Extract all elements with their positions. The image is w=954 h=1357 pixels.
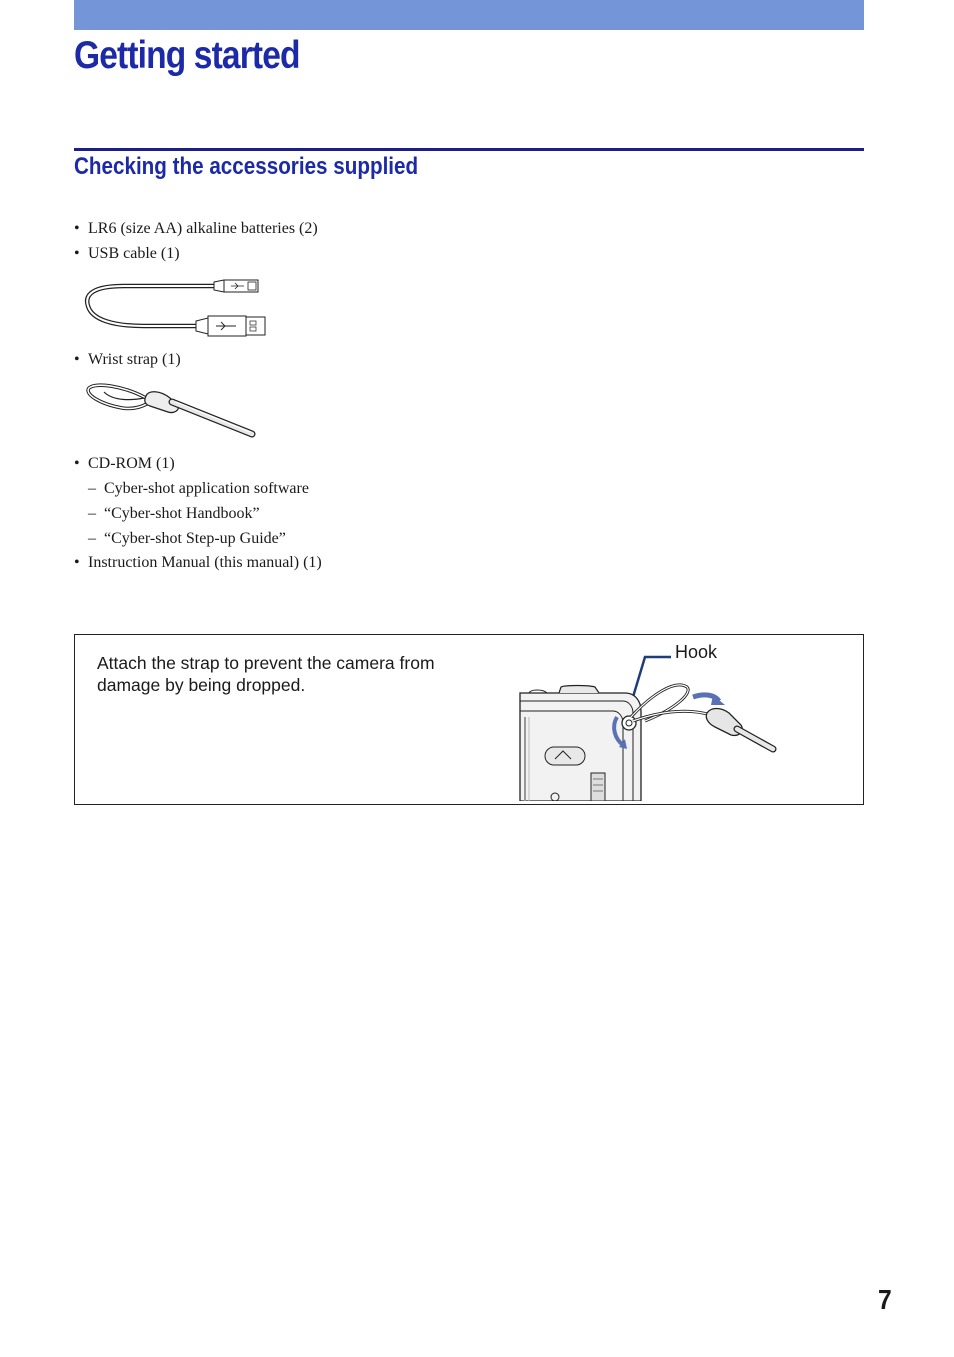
section-rule <box>74 148 864 151</box>
note-text: Attach the strap to prevent the camera from damage by being dropped. <box>97 653 435 695</box>
section-heading: Checking the accessories supplied <box>74 153 419 180</box>
list-item <box>74 553 322 573</box>
list-item-text: LR6 (size AA) alkaline batteries (2) <box>88 220 318 237</box>
page-title: Getting started <box>74 34 300 77</box>
list-item <box>74 219 318 239</box>
bullet: • <box>74 554 80 571</box>
camera-strap-illustration <box>515 655 785 801</box>
bullet: • <box>74 455 80 472</box>
list-subitem <box>88 479 309 499</box>
header-band <box>74 0 864 30</box>
dash: – <box>88 530 96 547</box>
list-item <box>74 454 175 474</box>
hook-label: Hook <box>675 642 718 662</box>
list-item-text: “Cyber-shot Handbook” <box>104 505 260 522</box>
bullet: • <box>74 220 80 237</box>
list-subitem <box>88 504 260 524</box>
list-item-text: Wrist strap (1) <box>88 351 181 368</box>
usb-cable-illustration <box>84 276 270 340</box>
list-subitem <box>88 529 286 549</box>
bullet: • <box>74 245 80 262</box>
list-item <box>74 350 181 370</box>
bullet: • <box>74 351 80 368</box>
dash: – <box>88 505 96 522</box>
dash: – <box>88 480 96 497</box>
list-item-text: USB cable (1) <box>88 245 180 262</box>
strap-note-box <box>74 634 864 805</box>
list-item-text: CD-ROM (1) <box>88 455 175 472</box>
page-number: 7 <box>878 1284 892 1315</box>
wrist-strap-illustration <box>84 380 262 446</box>
list-item <box>74 244 180 264</box>
list-item-text: Instruction Manual (this manual) (1) <box>88 554 322 571</box>
list-item-text: Cyber-shot application software <box>104 480 309 497</box>
list-item-text: “Cyber-shot Step-up Guide” <box>104 530 286 547</box>
